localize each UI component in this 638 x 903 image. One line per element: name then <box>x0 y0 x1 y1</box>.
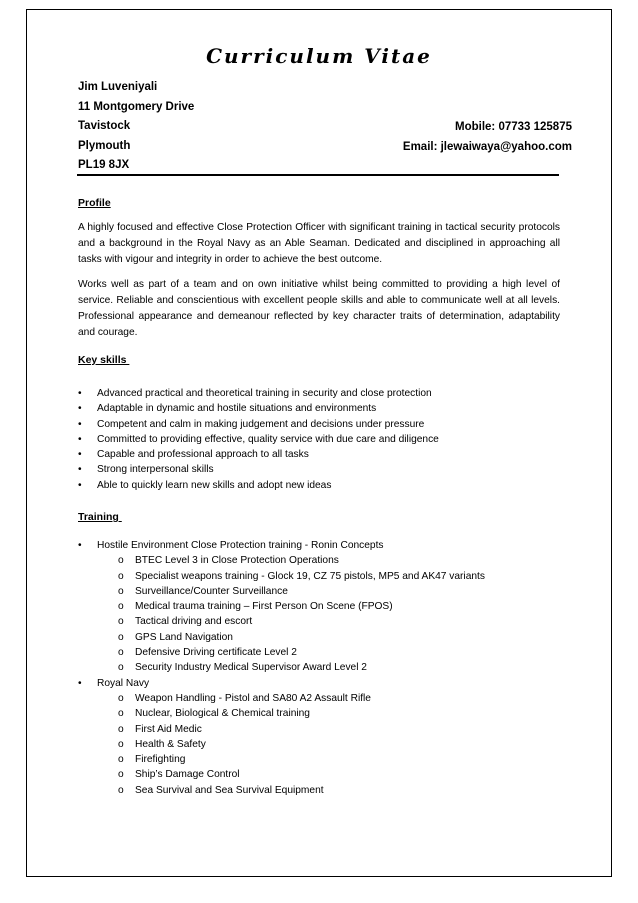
training-list <box>78 538 578 798</box>
bullet: • <box>78 464 82 476</box>
training-item: Sea Survival and Sea Survival Equipment <box>135 784 324 796</box>
training-item: First Aid Medic <box>135 723 202 735</box>
list-item <box>78 417 578 432</box>
list-item <box>78 447 578 462</box>
skill-text: Adaptable in dynamic and hostile situations and environments <box>97 403 377 415</box>
list-item <box>78 599 578 614</box>
skill-text: Strong interpersonal skills <box>97 464 214 476</box>
document-title: Curriculum Vitae <box>206 44 432 68</box>
sub-bullet: o <box>118 647 124 659</box>
skill-text: Advanced practical and theoretical training in security and close protection <box>97 388 432 399</box>
address-block <box>78 78 194 176</box>
bullet: • <box>78 449 82 461</box>
address-city: Plymouth <box>78 139 131 152</box>
key-skills-list <box>78 386 578 493</box>
skill-text: Competent and calm in making judgement and decisions under pressure <box>97 418 425 430</box>
sub-bullet: o <box>118 723 124 735</box>
bullet: • <box>78 677 82 689</box>
bullet: • <box>78 388 82 399</box>
list-item <box>78 478 578 493</box>
list-item <box>78 462 578 477</box>
training-item: Specialist weapons training - Glock 19, CZ 75 pistols, MP5 and AK47 variants <box>135 570 485 582</box>
training-item: Ship’s Damage Control <box>135 769 240 781</box>
sub-bullet: o <box>118 784 124 796</box>
training-item: Firefighting <box>135 754 186 766</box>
training-item: GPS Land Navigation <box>135 631 233 643</box>
bullet: • <box>78 479 82 491</box>
list-item <box>78 722 578 737</box>
list-item <box>78 584 578 599</box>
sub-bullet: o <box>118 570 124 582</box>
list-item <box>78 569 578 584</box>
sub-bullet: o <box>118 601 124 613</box>
list-item <box>78 752 578 767</box>
training-group <box>78 538 578 553</box>
header-divider <box>77 174 559 176</box>
sub-bullet: o <box>118 616 124 628</box>
training-item: Health & Safety <box>135 738 206 750</box>
profile-paragraph-2: Works well as part of a team and on own initiative whilst being committed to providing a high level of service. Reliable and conscientious with excellent people skills and able to communicate well at all levels. Professional appearance and demeanour reflected by key character traits of determination, adaptability and courage. <box>78 279 560 338</box>
list-item <box>78 630 578 645</box>
skill-text: Able to quickly learn new skills and adopt new ideas <box>97 479 332 491</box>
sub-bullet: o <box>118 708 124 720</box>
bullet: • <box>78 433 82 445</box>
sub-bullet: o <box>118 585 124 597</box>
training-group-title: Royal Navy <box>97 677 150 689</box>
list-item <box>78 386 578 401</box>
list-item <box>78 767 578 782</box>
training-item: Defensive Driving certificate Level 2 <box>135 647 297 659</box>
sub-bullet: o <box>118 692 124 704</box>
training-item: Tactical driving and escort <box>135 616 253 628</box>
profile-heading: Profile <box>78 197 111 209</box>
training-item: Medical trauma training – First Person On Scene (FPOS) <box>135 601 393 613</box>
list-item <box>78 691 578 706</box>
contact-mobile: Mobile: 07733 125875 <box>455 121 572 133</box>
training-heading: Training <box>78 511 122 523</box>
list-item <box>78 401 578 416</box>
contact-block <box>403 118 572 157</box>
training-item: Security Industry Medical Supervisor Award Level 2 <box>135 662 367 674</box>
list-item <box>78 783 578 798</box>
bullet: • <box>78 418 82 430</box>
address-name: Jim Luveniyali <box>78 81 158 93</box>
key-skills-heading: Key skills <box>78 354 130 366</box>
address-postcode: PL19 8JX <box>78 159 130 172</box>
sub-bullet: o <box>118 754 124 766</box>
training-group <box>78 676 578 691</box>
sub-bullet: o <box>118 662 124 674</box>
skill-text: Committed to providing effective, quality service with due care and diligence <box>97 433 439 445</box>
list-item <box>78 706 578 721</box>
address-town: Tavistock <box>78 120 131 133</box>
list-item <box>78 614 578 629</box>
sub-bullet: o <box>118 631 124 643</box>
sub-bullet: o <box>118 769 124 781</box>
training-item: Nuclear, Biological & Chemical training <box>135 708 310 720</box>
list-item <box>78 660 578 675</box>
training-item: BTEC Level 3 in Close Protection Operations <box>135 555 339 567</box>
list-item <box>78 737 578 752</box>
address-street: 11 Montgomery Drive <box>78 100 195 113</box>
bullet: • <box>78 540 82 551</box>
bullet: • <box>78 403 82 415</box>
list-item <box>78 645 578 660</box>
skill-text: Capable and professional approach to all tasks <box>97 449 309 461</box>
sub-bullet: o <box>118 555 124 567</box>
training-group-title: Hostile Environment Close Protection training - Ronin Concepts <box>97 540 384 551</box>
profile-paragraph-1: A highly focused and effective Close Protection Officer with significant training in tactical security protocols and a background in the Royal Navy as an Able Seaman. Dedicated and disciplined in approaching all tasks with vigour and integrity in order to achieve the best outcome. <box>78 222 560 265</box>
contact-email: Email: jlewaiwaya@yahoo.com <box>402 140 572 153</box>
sub-bullet: o <box>118 738 124 750</box>
list-item <box>78 553 578 568</box>
list-item <box>78 432 578 447</box>
training-item: Weapon Handling - Pistol and SA80 A2 Assault Rifle <box>135 692 371 704</box>
training-item: Surveillance/Counter Surveillance <box>135 585 288 597</box>
